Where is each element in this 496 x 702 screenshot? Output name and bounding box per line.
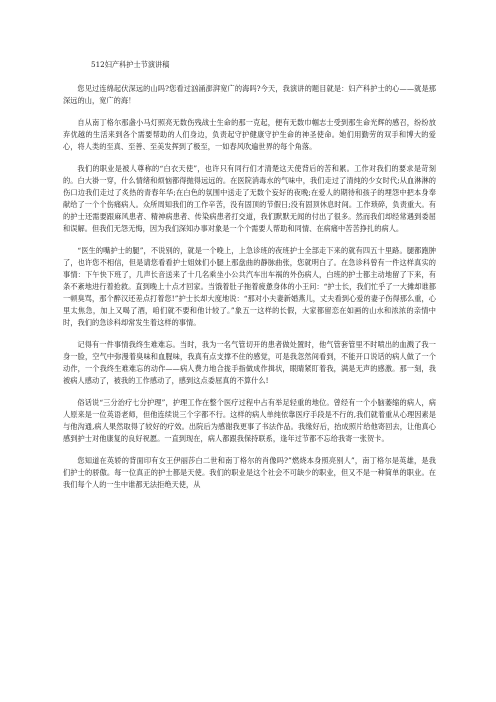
paragraph: “医生的嘴护士的腿”，不说别的，就是一个晚上，上急诊班的夜班护士全部走下来的就有四五十里路。腿都跑肿了，也许您不相信，但是请您看看护士姐妹们小腿上那盘曲的静脉曲张，您就明白了。在急诊科曾有一件这样真实的事情：下午快下班了，几声长音送来了十几名乘坐小公共汽车出车祸的外伤病人，白班的护士都主动地留了下来，有条不紊地进行着抢救。直到晚上十点才回家。当饿着肚子拖着疲惫身体的小王问：“护士长，我们忙乎了一大摊却谁都一顿臭骂，那个醉汉还差点打着您!”护士长却大度地说：“那对小夫妻新婚燕儿，丈夫看到心爱的妻子伤得那么重，心里太焦急，加上又喝了酒，咱们就不要和他计较了。”象五一这样的长假，大家都留恋在如画的山水和浓浓的亲情中时，我们的急诊科却常发生着这样的事情。 xyxy=(63,245,436,328)
paragraph: 自从南丁格尔那盏小马灯照亮无数伤残战士生命的那一克起，便有无数巾帼志士受到那生命光辉的感召，纷纷放弃优越的生活来到各个需要帮助的人们身边，负责起守护健康守护生命的神圣使命。她们用勤劳的双手和博大的爱心，将人类的至真、至善、至美发挥到了极至，一如春风吹遍世界的每个角落。 xyxy=(63,117,436,151)
paragraph: 记得有一件事情我终生难难忘。当时，我为一名气管切开的患者做处置时，他气管套管里不时喷出的血溅了我一身一脸，空气中弥漫着臭味和血腥味，我真有点支撑不住的感觉，可是我忽然间看到，不能开口说话的病人做了一个动作，一个我终生难难忘的动作——病人费力地合拢手指做成作揖状，眼睛紧盯着我，满是无声的感激。那一刻，我被病人感动了，被我的工作感动了，感到这点委屈真的不算什么! xyxy=(63,340,436,386)
document-title: 512妇产科护士节演讲稿 xyxy=(91,60,170,69)
paragraph: 俗话说“三分治疗七分护理”，护理工作在整个医疗过程中占有举足轻重的地位。曾经有一个小脑萎缩的病人，病人原来是一位英语老师，但他连续说三个字都不行。这样的病人单纯依靠医疗手段是不行的,我们就着重从心理因素是与他沟通,病人果然取得了较好的疗效。出院后为感谢我更事了书法作品。我缘好后，抬成照片给他寄回去，让他真心感到护士对他康复的良好祝愿。一直到现在，病人都跟我保持联系，逢年过节都不忘给我寄一张贺卡。 xyxy=(63,398,436,444)
paragraph: 您见过连绵起伏深远的山吗?您看过汹涌澎湃宽广的海吗?今天，我演讲的题目就是：妇产科护士的心——就是那深远的山，宽广的海！ xyxy=(63,84,436,106)
paragraph: 您知道在英轿的背面印有女王伊丽莎白二世和南丁格尔的肖像吗?”燃烧本身照亮别人”，南丁格尔是英雄，是我们护士的骄傲。每一位真正的护士都是天使。我们的职业是这个社会不可缺少的职业，但又不是一种简单的职业。在我们每个人的一生中谁都无法拒绝天使，从 xyxy=(63,456,436,490)
paragraph: 我们的职业是被人尊称的“白衣天使”，也许只有同行们才清楚这天使背后的苦和累。工作对我们的要求是苛刻的。白大褂一穿，什么情绪和烦恼都得抛得远远的。在医院消毒水的气味中，我们走过了清纯的少女时代;从血淋淋的伤口边我们走过了炙热的青春年华;在白色的氛围中送走了无数个妄好的夜晚;在爱人的期待和孩子的埋怨中把本身奉献给了一个个伤痛病人。众所周知我们的工作辛苦，没有固顶的节假日;没有固顶休息时间。工作琐碎，负责重大。有的护士还需要跟麻风患者、精神病患者、传染病患者打交道，我们默默无闻的付出了很多。然而我们却经常遇到委屈和误解。但我们无怨无悔，因为我们深知办事对象是一个个需要人帮助和同情、在病痛中苦苦挣扎的病人。 xyxy=(63,163,436,234)
document-body xyxy=(63,83,436,501)
